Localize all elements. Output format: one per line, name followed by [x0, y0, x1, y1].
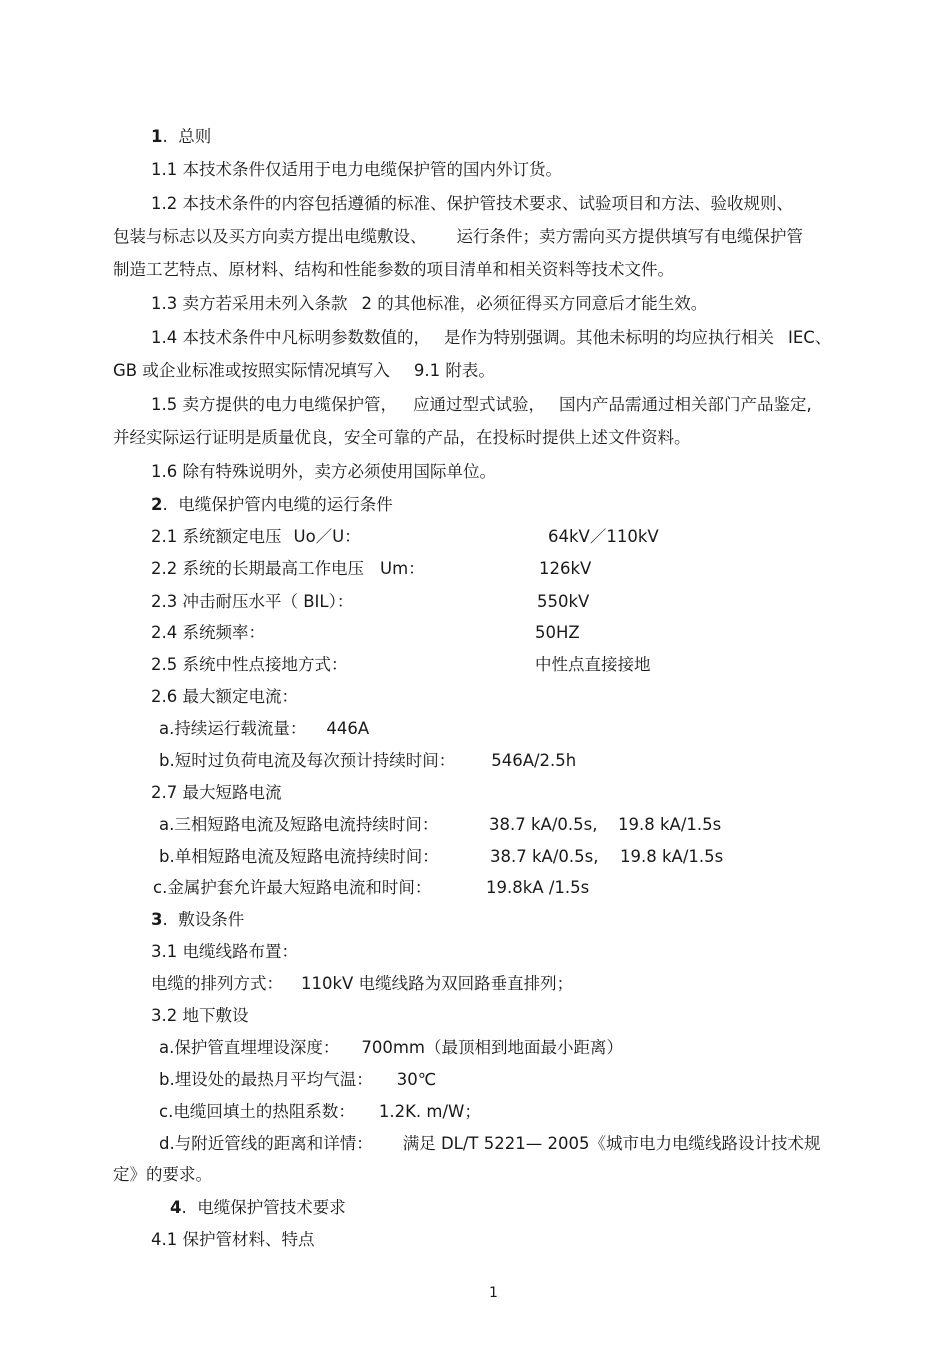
para-2-7-a-value2: 19.8 kA/1.5s	[618, 815, 722, 834]
section-4-heading: 4. 电缆保护管技术要求	[170, 1198, 346, 1217]
para-2-1-value: 64kV／110kV	[548, 527, 659, 546]
para-2-5-value: 中性点直接接地	[535, 655, 651, 674]
para-1-4-line1: 1.4 本技术条件中凡标明参数数值的， 是作为特别强调。其他未标明的均应执行相关 IEC、	[151, 328, 832, 347]
para-3-2-b: b.埋设处的最热月平均气温： 30℃	[159, 1070, 437, 1089]
para-1-2-line3: 制造工艺特点、原材料、结构和性能参数的项目清单和相关资料等技术文件。	[113, 260, 674, 279]
para-1-2-line2: 包装与标志以及买方向卖方提出电缆敷设、 运行条件；卖方需向买方提供填写有电缆保护管	[113, 227, 803, 246]
para-1-4-line2: GB 或企业标准或按照实际情况填写入 9.1 附表。	[113, 361, 495, 380]
para-3-1-arrangement: 电缆的排列方式： 110kV 电缆线路为双回路垂直排列；	[151, 974, 574, 993]
para-2-3-label: 2.3 冲击耐压水平（ BIL）：	[151, 592, 354, 611]
section-number: 3	[151, 910, 163, 929]
section-title: 电缆保护管技术要求	[197, 1198, 346, 1217]
para-1-1: 1.1 本技术条件仅适用于电力电缆保护管的国内外订货。	[151, 160, 562, 179]
section-number: 2	[151, 495, 163, 514]
para-3-2-a: a.保护管直埋埋设深度： 700mm（最顶相到地面最小距离）	[159, 1038, 623, 1057]
para-2-4-value: 50HZ	[535, 623, 580, 642]
para-3-2-d: d.与附近管线的距离和详情： 满足 DL/T 5221— 2005《城市电力电缆线路设计技术规	[159, 1134, 821, 1153]
section-1-heading: 1. 总则	[151, 127, 212, 146]
para-2-6-label: 2.6 最大额定电流：	[151, 687, 298, 706]
para-3-2-c: c.电缆回填土的热阻系数： 1.2K. m/W；	[159, 1102, 481, 1121]
para-2-2-label: 2.2 系统的长期最高工作电压 Um：	[151, 559, 425, 578]
para-2-1-label: 2.1 系统额定电压 Uo／U：	[151, 527, 361, 546]
para-3-2-label: 3.2 地下敷设	[151, 1006, 249, 1025]
para-2-6-b: b.短时过负荷电流及每次预计持续时间： 546A/2.5h	[159, 751, 577, 770]
section-title: 总则	[178, 127, 212, 146]
para-1-2-line1: 1.2 本技术条件的内容包括遵循的标准、保护管技术要求、试验项目和方法、验收规则、	[151, 194, 793, 213]
para-2-2-value: 126kV	[539, 559, 592, 578]
para-1-5-line2: 并经实际运行证明是质量优良，安全可靠的产品，在投标时提供上述文件资料。	[113, 428, 691, 447]
para-3-2-d-cont: 定》的要求。	[113, 1165, 212, 1184]
section-title: 电缆保护管内电缆的运行条件	[178, 495, 393, 514]
para-2-7-b-value1: 38.7 kA/0.5s,	[490, 847, 599, 866]
para-1-3: 1.3 卖方若采用未列入条款 2 的其他标准，必须征得买方同意后才能生效。	[151, 294, 708, 313]
para-4-1: 4.1 保护管材料、特点	[151, 1230, 315, 1249]
para-2-7-a: a.三相短路电流及短路电流持续时间：	[159, 815, 439, 834]
para-2-7-b: b.单相短路电流及短路电流持续时间：	[159, 847, 439, 866]
para-2-6-a: a.持续运行载流量： 446A	[159, 719, 370, 738]
para-2-4-label: 2.4 系统频率：	[151, 623, 265, 642]
section-3-heading: 3. 敷设条件	[151, 910, 245, 929]
section-number: 4	[170, 1198, 182, 1217]
para-1-5-line1: 1.5 卖方提供的电力电缆保护管， 应通过型式试验， 国内产品需通过相关部门产品鉴定,	[151, 395, 812, 414]
para-2-7-label: 2.7 最大短路电流	[151, 783, 282, 802]
para-3-1-label: 3.1 电缆线路布置：	[151, 942, 298, 961]
para-2-3-value: 550kV	[537, 592, 590, 611]
page-number: 1	[489, 1285, 498, 1301]
para-2-5-label: 2.5 系统中性点接地方式：	[151, 655, 348, 674]
section-number: 1	[151, 127, 163, 146]
para-2-7-c-value: 19.8kA /1.5s	[486, 878, 590, 897]
section-2-heading: 2. 电缆保护管内电缆的运行条件	[151, 495, 393, 514]
para-2-7-a-value1: 38.7 kA/0.5s,	[489, 815, 598, 834]
para-1-6: 1.6 除有特殊说明外，卖方必须使用国际单位。	[151, 462, 496, 481]
section-title: 敷设条件	[178, 910, 245, 929]
para-2-7-b-value2: 19.8 kA/1.5s	[620, 847, 724, 866]
para-2-7-c: c.金属护套允许最大短路电流和时间：	[153, 878, 432, 897]
